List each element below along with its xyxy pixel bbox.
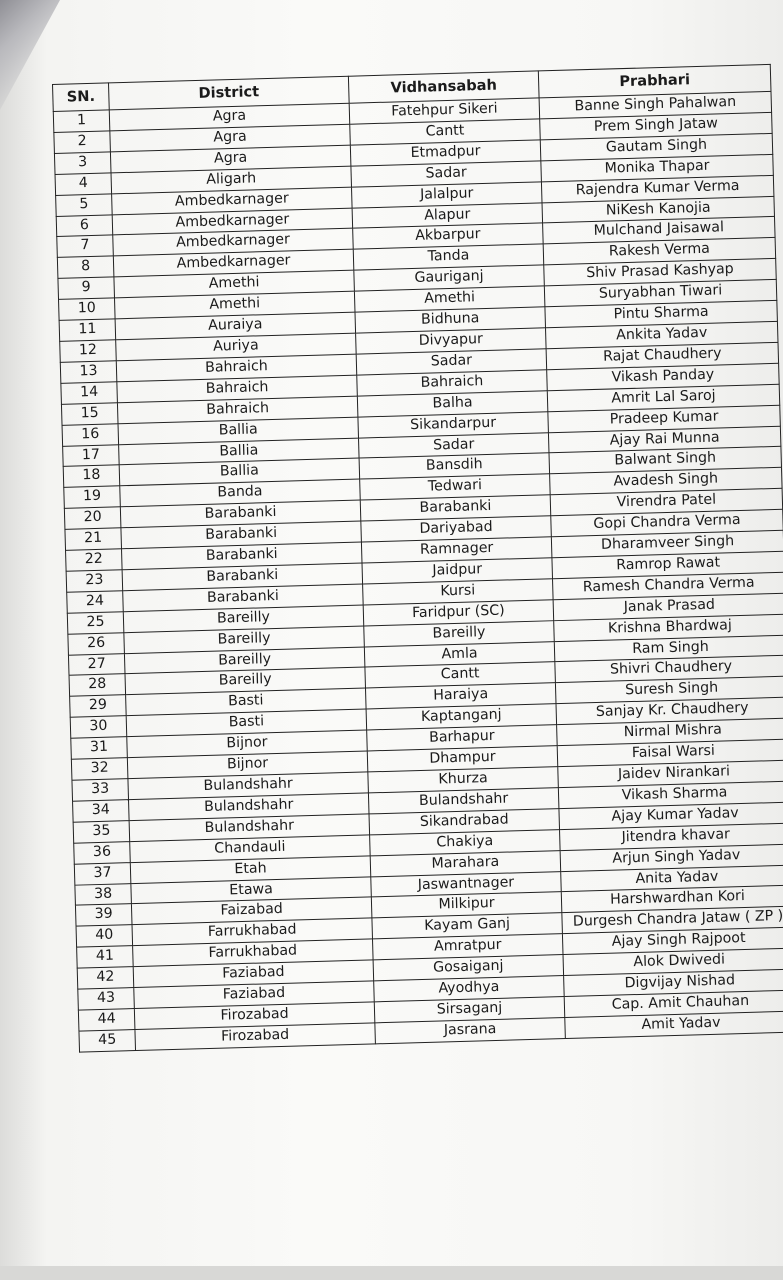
cell-sn: 18 [63, 465, 120, 487]
cell-prabhari: Dharamveer Singh [551, 530, 783, 557]
cell-sn: 17 [63, 444, 120, 466]
table-body [53, 91, 783, 1051]
cell-vidhansabah: Jasrana [375, 1017, 566, 1043]
cell-prabhari: Ankita Yadav [545, 321, 777, 348]
cell-district: Barabanki [121, 521, 361, 549]
cell-prabhari: Avadesh Singh [550, 468, 782, 495]
cell-prabhari: Ramesh Chandra Verma [553, 572, 783, 599]
cell-vidhansabah: Kursi [363, 579, 554, 605]
cell-district: Aligarh [111, 166, 351, 194]
cell-prabhari: Ajay Rai Munna [548, 426, 780, 453]
cell-sn: 13 [60, 361, 117, 383]
cell-prabhari: Banne Singh Pahalwan [539, 91, 771, 118]
cell-district: Faizabad [131, 897, 371, 925]
cell-district: Bulandshahr [128, 772, 368, 800]
cell-vidhansabah: Sadar [356, 349, 547, 375]
cell-vidhansabah: Haraiya [365, 683, 556, 709]
cell-prabhari: Pintu Sharma [545, 300, 777, 327]
cell-district: Barabanki [120, 500, 360, 528]
cell-prabhari: Rakesh Verma [543, 238, 775, 265]
cell-sn: 7 [57, 235, 114, 257]
cell-district: Firozabad [135, 1023, 375, 1051]
header-prabhari: Prabhari [538, 64, 771, 97]
cell-sn: 33 [72, 779, 129, 801]
cell-district: Ambedkarnager [113, 229, 353, 257]
cell-prabhari: Monika Thapar [541, 154, 773, 181]
cell-vidhansabah: Dariyabad [361, 516, 552, 542]
cell-district: Bulandshahr [129, 814, 369, 842]
cell-district: Farrukhabad [132, 918, 372, 946]
page-corner-shadow [0, 0, 60, 110]
cell-prabhari: Digvijay Nishad [564, 969, 783, 996]
cell-district: Bareilly [125, 667, 365, 695]
cell-prabhari: Gautam Singh [540, 133, 772, 160]
cell-vidhansabah: Balha [357, 390, 548, 416]
cell-vidhansabah: Gosaiganj [373, 955, 564, 981]
cell-vidhansabah: Cantt [350, 119, 541, 145]
cell-vidhansabah: Dhampur [367, 746, 558, 772]
cell-prabhari: Jaidev Nirankari [558, 760, 783, 787]
cell-vidhansabah: Kayam Ganj [372, 913, 563, 939]
cell-sn: 32 [71, 758, 128, 780]
header-district: District [108, 76, 349, 110]
cell-vidhansabah: Khurza [368, 767, 559, 793]
cell-sn: 9 [58, 277, 115, 299]
cell-vidhansabah: Tedwari [360, 474, 551, 500]
cell-prabhari: Cap. Amit Chauhan [564, 990, 783, 1017]
cell-sn: 31 [71, 737, 128, 759]
cell-district: Banda [120, 479, 360, 507]
cell-vidhansabah: Sikandrabad [369, 808, 560, 834]
cell-prabhari: Balwant Singh [549, 447, 781, 474]
cell-vidhansabah: Bansdih [359, 453, 550, 479]
cell-sn: 42 [77, 967, 134, 989]
cell-sn: 8 [57, 256, 114, 278]
cell-vidhansabah: Barabanki [360, 495, 551, 521]
cell-district: Agra [110, 145, 350, 173]
cell-sn: 35 [73, 820, 130, 842]
cell-sn: 11 [59, 319, 116, 341]
cell-sn: 22 [66, 549, 123, 571]
cell-vidhansabah: Bidhuna [355, 307, 546, 333]
cell-vidhansabah: Bahraich [357, 370, 548, 396]
cell-prabhari: Vikash Sharma [558, 781, 783, 808]
cell-sn: 38 [75, 883, 132, 905]
cell-prabhari: Jitendra khavar [560, 823, 783, 850]
cell-sn: 29 [70, 695, 127, 717]
document-table-wrapper [52, 64, 783, 1052]
cell-district: Ballia [119, 438, 359, 466]
cell-sn: 26 [68, 632, 125, 654]
cell-vidhansabah: Etmadpur [350, 140, 541, 166]
cell-sn: 24 [67, 591, 124, 613]
cell-sn: 34 [73, 800, 130, 822]
cell-district: Amethi [114, 270, 354, 298]
cell-prabhari: Rajat Chaudhery [546, 342, 778, 369]
cell-district: Amethi [114, 291, 354, 319]
cell-prabhari: Ajay Singh Rajpoot [562, 927, 783, 954]
cell-district: Bareilly [124, 626, 364, 654]
cell-vidhansabah: Bareilly [364, 620, 555, 646]
cell-vidhansabah: Sikandarpur [358, 411, 549, 437]
cell-prabhari: Mulchand Jaisawal [543, 217, 775, 244]
cell-sn: 25 [67, 611, 124, 633]
cell-district: Bahraich [117, 375, 357, 403]
cell-sn: 30 [70, 716, 127, 738]
cell-district: Ballia [119, 458, 359, 486]
cell-sn: 44 [78, 1009, 135, 1031]
cell-vidhansabah: Sadar [351, 161, 542, 187]
cell-vidhansabah: Akbarpur [353, 223, 544, 249]
cell-sn: 36 [74, 841, 131, 863]
cell-prabhari: Faisal Warsi [557, 739, 783, 766]
cell-vidhansabah: Fatehpur Sikeri [349, 98, 540, 124]
cell-sn: 10 [59, 298, 116, 320]
cell-prabhari: Ram Singh [554, 635, 783, 662]
cell-prabhari: Virendra Patel [550, 488, 782, 515]
cell-district: Bahraich [116, 354, 356, 382]
cell-vidhansabah: Jalalpur [351, 181, 542, 207]
cell-district: Barabanki [123, 584, 363, 612]
cell-vidhansabah: Jaswantnager [371, 871, 562, 897]
cell-prabhari: Suresh Singh [555, 677, 783, 704]
cell-prabhari: Pradeep Kumar [548, 405, 780, 432]
cell-prabhari: Anita Yadav [561, 865, 783, 892]
prabhari-table [52, 64, 783, 1052]
cell-sn: 15 [61, 402, 118, 424]
cell-district: Barabanki [122, 563, 362, 591]
cell-prabhari: Amit Yadav [565, 1011, 783, 1038]
cell-prabhari: Sanjay Kr. Chaudhery [556, 697, 783, 724]
cell-sn: 45 [79, 1029, 136, 1051]
bottom-edge [0, 1266, 783, 1280]
cell-district: Bijnor [127, 730, 367, 758]
cell-prabhari: Suryabhan Tiwari [544, 280, 776, 307]
cell-vidhansabah: Bulandshahr [368, 788, 559, 814]
cell-sn: 40 [76, 925, 133, 947]
cell-vidhansabah: Marahara [370, 850, 561, 876]
cell-prabhari: Harshwardhan Kori [561, 886, 783, 913]
cell-district: Agra [110, 124, 350, 152]
cell-vidhansabah: Divyapur [356, 328, 547, 354]
cell-sn: 41 [77, 946, 134, 968]
header-sn: SN. [53, 83, 110, 112]
cell-district: Ambedkarnager [113, 249, 353, 277]
cell-vidhansabah: Faridpur (SC) [363, 599, 554, 625]
cell-district: Auriya [116, 333, 356, 361]
cell-prabhari: Prem Singh Jataw [540, 112, 772, 139]
cell-prabhari: Vikash Panday [547, 363, 779, 390]
cell-district: Etah [130, 856, 370, 884]
cell-sn: 14 [61, 382, 118, 404]
cell-vidhansabah: Amratpur [373, 934, 564, 960]
cell-district: Ambedkarnager [112, 208, 352, 236]
cell-prabhari: Ramrop Rawat [552, 551, 783, 578]
cell-district: Barabanki [122, 542, 362, 570]
cell-sn: 39 [75, 904, 132, 926]
cell-vidhansabah: Gauriganj [354, 265, 545, 291]
cell-prabhari: Rajendra Kumar Verma [541, 175, 773, 202]
cell-sn: 1 [53, 110, 110, 132]
cell-vidhansabah: Milkipur [371, 892, 562, 918]
cell-district: Faziabad [134, 981, 374, 1009]
cell-prabhari: Nirmal Mishra [557, 718, 783, 745]
cell-district: Bulandshahr [129, 793, 369, 821]
cell-sn: 43 [78, 988, 135, 1010]
cell-sn: 23 [66, 570, 123, 592]
cell-district: Agra [109, 103, 349, 131]
cell-district: Bijnor [127, 751, 367, 779]
cell-sn: 28 [69, 674, 126, 696]
cell-prabhari: Alok Dwivedi [563, 948, 783, 975]
cell-prabhari: Shiv Prasad Kashyap [544, 259, 776, 286]
cell-sn: 5 [56, 194, 113, 216]
cell-prabhari: Krishna Bhardwaj [554, 614, 783, 641]
cell-vidhansabah: Sirsaganj [374, 997, 565, 1023]
cell-vidhansabah: Chakiya [370, 829, 561, 855]
cell-prabhari: Ajay Kumar Yadav [559, 802, 783, 829]
cell-district: Bareilly [124, 647, 364, 675]
cell-vidhansabah: Cantt [365, 662, 556, 688]
header-vidhansabah: Vidhansabah [348, 71, 539, 103]
cell-vidhansabah: Tanda [353, 244, 544, 270]
cell-district: Chandauli [130, 835, 370, 863]
cell-sn: 6 [56, 214, 113, 236]
cell-prabhari: Amrit Lal Saroj [547, 384, 779, 411]
cell-district: Ambedkarnager [112, 187, 352, 215]
cell-vidhansabah: Sadar [358, 432, 549, 458]
cell-district: Faziabad [133, 960, 373, 988]
cell-sn: 12 [60, 340, 117, 362]
cell-district: Firozabad [134, 1002, 374, 1030]
cell-sn: 27 [68, 653, 125, 675]
cell-sn: 19 [64, 486, 121, 508]
cell-prabhari: NiKesh Kanojia [542, 196, 774, 223]
cell-prabhari: Gopi Chandra Verma [551, 509, 783, 536]
cell-vidhansabah: Amla [364, 641, 555, 667]
cell-vidhansabah: Amethi [354, 286, 545, 312]
cell-district: Bahraich [117, 396, 357, 424]
cell-vidhansabah: Kaptanganj [366, 704, 557, 730]
cell-district: Etawa [131, 876, 371, 904]
cell-district: Auraiya [115, 312, 355, 340]
cell-sn: 3 [54, 152, 111, 174]
cell-prabhari: Janak Prasad [553, 593, 783, 620]
cell-district: Basti [126, 688, 366, 716]
cell-vidhansabah: Ayodhya [374, 976, 565, 1002]
cell-vidhansabah: Alapur [352, 202, 543, 228]
cell-sn: 2 [54, 131, 111, 153]
cell-district: Farrukhabad [133, 939, 373, 967]
cell-sn: 16 [62, 423, 119, 445]
cell-vidhansabah: Ramnager [361, 537, 552, 563]
cell-district: Ballia [118, 417, 358, 445]
cell-sn: 21 [65, 528, 122, 550]
cell-sn: 37 [74, 862, 131, 884]
cell-vidhansabah: Jaidpur [362, 558, 553, 584]
cell-sn: 4 [55, 173, 112, 195]
cell-sn: 20 [64, 507, 121, 529]
cell-district: Bareilly [123, 605, 363, 633]
cell-vidhansabah: Barhapur [367, 725, 558, 751]
cell-prabhari: Shivri Chaudhery [555, 656, 783, 683]
cell-district: Basti [126, 709, 366, 737]
cell-prabhari: Arjun Singh Yadav [560, 844, 783, 871]
cell-prabhari: Durgesh Chandra Jataw ( ZP ) [562, 906, 783, 933]
